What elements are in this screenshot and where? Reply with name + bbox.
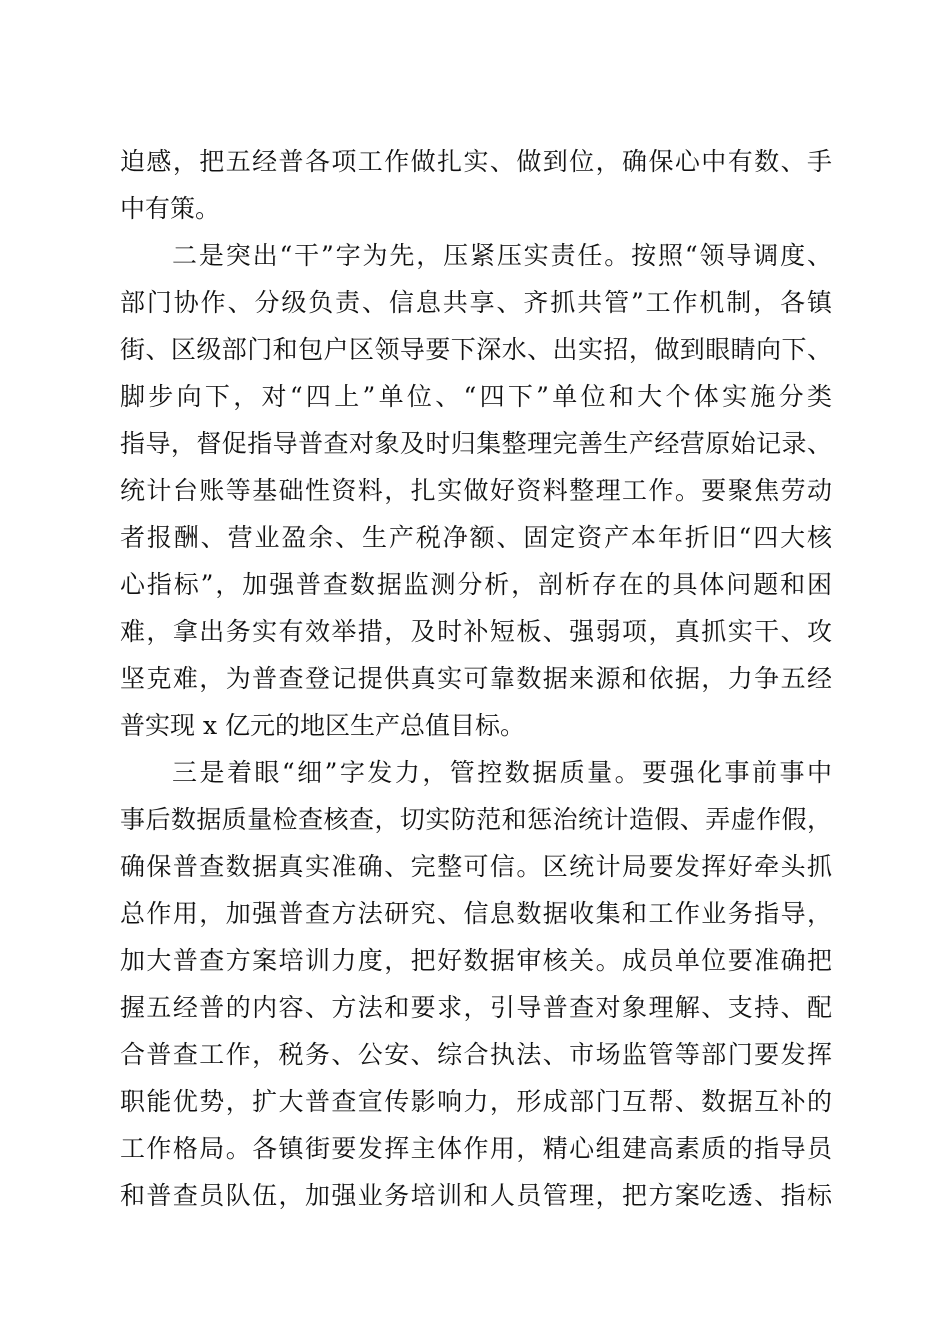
text-line-11: 难，拿出务实有效举措，及时补短板、强弱项，真抓实干、攻 xyxy=(120,617,832,646)
text-line-22: 工作格局。各镇街要发挥主体作用，精心组建高素质的指导员 xyxy=(120,1134,832,1163)
text-line-13: 普实现 x 亿元的地区生产总值目标。 xyxy=(120,711,525,740)
text-line-5: 街、区级部门和包户区领导要下深水、出实招，做到眼睛向下、 xyxy=(120,335,832,364)
text-line-2: 中有策。 xyxy=(120,194,221,223)
text-line-12: 坚克难，为普查登记提供真实可靠数据来源和依据，力争五经 xyxy=(120,664,832,693)
text-line-9: 者报酬、营业盈余、生产税净额、固定资产本年折旧“四大核 xyxy=(120,523,832,552)
paragraph-2-first-line: 二是突出“干”字为先，压紧压实责任。按照“领导调度、 xyxy=(172,241,832,270)
text-line-17: 总作用，加强普查方法研究、信息数据收集和工作业务指导， xyxy=(120,899,832,928)
text-line-20: 合普查工作，税务、公安、综合执法、市场监管等部门要发挥 xyxy=(120,1040,832,1069)
paragraph-3-first-line: 三是着眼“细”字发力，管控数据质量。要强化事前事中 xyxy=(172,758,832,787)
text-line-10: 心指标”，加强普查数据监测分析，剖析存在的具体问题和困 xyxy=(120,570,832,599)
text-line-7: 指导，督促指导普查对象及时归集整理完善生产经营原始记录、 xyxy=(120,429,832,458)
text-line-1: 迫感，把五经普各项工作做扎实、做到位，确保心中有数、手 xyxy=(120,147,832,176)
text-line-18: 加大普查方案培训力度，把好数据审核关。成员单位要准确把 xyxy=(120,946,832,975)
text-line-16: 确保普查数据真实准确、完整可信。区统计局要发挥好牵头抓 xyxy=(120,852,832,881)
text-line-8: 统计台账等基础性资料，扎实做好资料整理工作。要聚焦劳动 xyxy=(120,476,832,505)
text-line-4: 部门协作、分级负责、信息共享、齐抓共管”工作机制，各镇 xyxy=(120,288,832,317)
text-line-23: 和普查员队伍，加强业务培训和人员管理，把方案吃透、指标 xyxy=(120,1181,832,1210)
text-line-21: 职能优势，扩大普查宣传影响力，形成部门互帮、数据互补的 xyxy=(120,1087,832,1116)
text-line-6: 脚步向下，对“四上”单位、“四下”单位和大个体实施分类 xyxy=(120,382,832,411)
text-line-19: 握五经普的内容、方法和要求，引导普查对象理解、支持、配 xyxy=(120,993,832,1022)
text-line-15: 事后数据质量检查核查，切实防范和惩治统计造假、弄虚作假， xyxy=(120,805,832,834)
